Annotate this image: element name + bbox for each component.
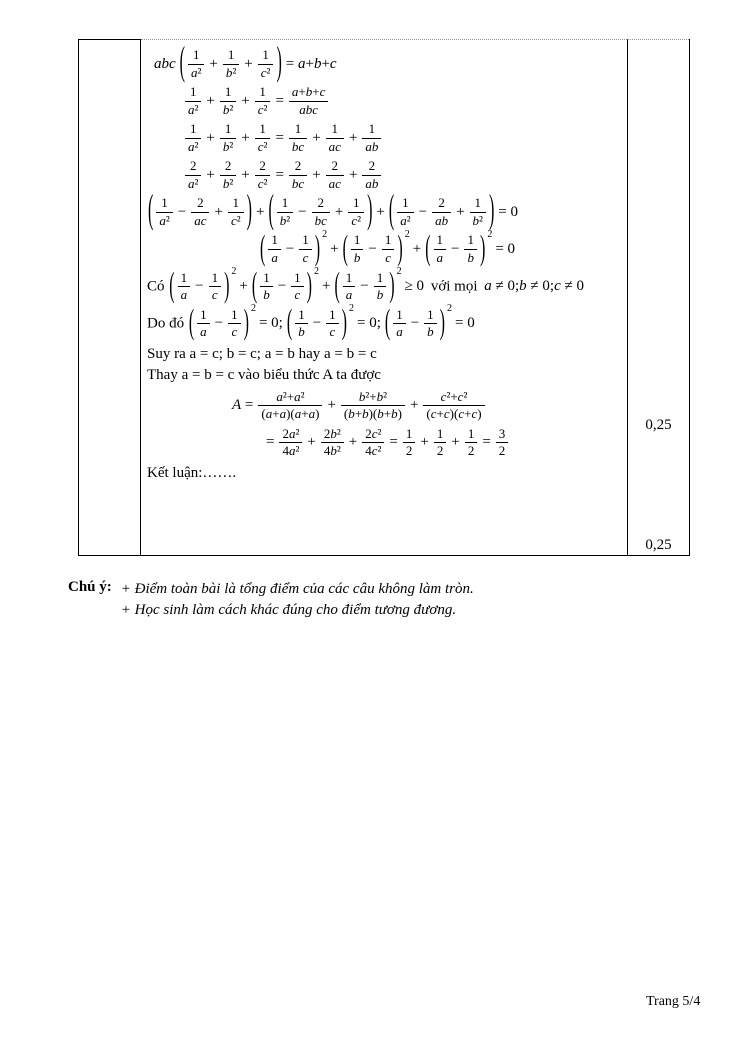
math-line: Kết luận:……. [147, 465, 237, 481]
math-line: = $\frac{\text{2a²}}{\text{4a²}}$ + $\frac{\text{2b²}}{\text{4b²}}$ + $\frac{\text{2c²}}{\text{4c²}}$ = $\frac{1}{2}$ + $\frac{1}{2}$ + $\frac{1}{2}$ = $\frac{3}{2}$ [147, 427, 621, 459]
solution-cell [141, 39, 627, 555]
math-line: Có ( $\frac{1}{a}$ − $\frac{1}{c}$ ) 2+ ( $\frac{1}{b}$ − $\frac{1}{c}$ ) 2+ ( $\frac{1}{a}$ − $\frac{1}{b}$ ) 2≥ 0 với mọi a ≠ 0;b ≠ 0;c ≠ 0 [147, 266, 584, 305]
math-line: ( $\frac{1}{a}$ − $\frac{1}{c}$ ) 2+ ( $\frac{1}{b}$ − $\frac{1}{c}$ ) 2+ ( $\frac{1}{a}$ − $\frac{1}{b}$ ) 2= 0 [260, 229, 516, 268]
note-label: Chú ý: [68, 579, 112, 595]
math-line: abc ( $\frac{1}{\text{a²}}$ + $\frac{1}{\text{b²}}$ + $\frac{1}{\text{c²}}$ ) = a+b+c [154, 41, 337, 85]
math-line: $\frac{1}{\text{a²}}$ + $\frac{1}{\text{b²}}$ + $\frac{1}{\text{c²}}$ = $\frac{1}{bc}$ + $\frac{1}{ac}$ + $\frac{1}{ab}$ [147, 122, 621, 154]
score-column [627, 39, 689, 555]
page-number: Trang 5/4 [646, 994, 701, 1009]
note-line: + Học sinh làm cách khác đúng cho điểm tương đương. [120, 602, 457, 618]
answer-table [78, 39, 690, 556]
note-block [68, 579, 474, 621]
math-line: $\frac{1}{\text{a²}}$ + $\frac{1}{\text{b²}}$ + $\frac{1}{\text{c²}}$ = a+b+c abc [147, 85, 621, 117]
question-number-cell [79, 39, 141, 555]
score-value: 0,25 [645, 417, 672, 433]
math-line: $\frac{2}{\text{a²}}$ + $\frac{2}{\text{b²}}$ + $\frac{2}{\text{c²}}$ = $\frac{2}{bc}$ + $\frac{2}{ac}$ + $\frac{2}{ab}$ [147, 159, 621, 191]
math-line: A = $\frac{\text{a²+a²}}{(a+a)(a+a)}$ + $\frac{\text{b²+b²}}{(b+b)(b+b)}$ + $\frac{\text{c²+c²}}{(c+c)(c+c)}$ [147, 390, 621, 422]
note-lines [121, 579, 474, 621]
note-line: + Điểm toàn bài là tổng điểm của các câu không làm tròn. [120, 581, 474, 597]
math-line: Do đó ( $\frac{1}{a}$ − $\frac{1}{c}$ ) 2= 0; ( $\frac{1}{b}$ − $\frac{1}{c}$ ) 2= 0; ( $\frac{1}{a}$ − $\frac{1}{b}$ ) 2= 0 [147, 303, 475, 342]
math-line: Thay a = b = c vào biểu thức A ta được [147, 366, 381, 383]
score-value: 0,25 [645, 537, 672, 553]
math-line: Suy ra a = c; b = c; a = b hay a = b = c [147, 345, 377, 362]
math-line: ( $\frac{1}{\text{a²}}$ − $\frac{2}{ac}$ + $\frac{1}{\text{c²}}$ ) + ( $\frac{1}{\text{b²}}$ − $\frac{2}{bc}$ + $\frac{1}{\text{c²}}$ ) + ( $\frac{1}{\text{a²}}$ − $\frac{2}{ab}$ + $\frac{1}{\text{b²}}$ ) = 0 [148, 189, 518, 233]
